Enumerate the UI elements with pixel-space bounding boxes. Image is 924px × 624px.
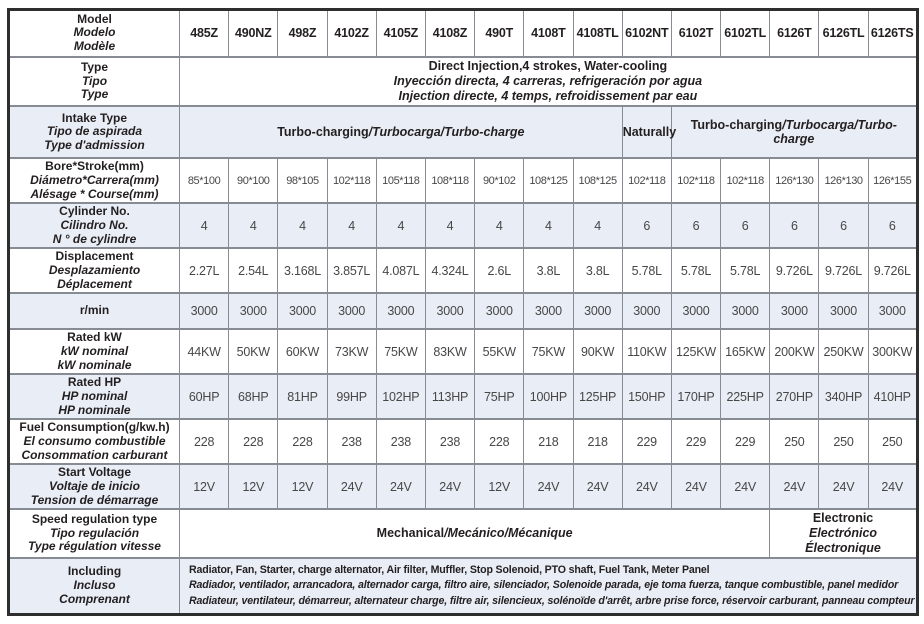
value-cell: 6 xyxy=(721,203,770,248)
value-cell: 125HP xyxy=(573,374,622,419)
speed-text-es-fr: /Mecánico/Mécanique xyxy=(444,526,573,541)
value-cell: 90*100 xyxy=(229,158,278,203)
row-label-line-fr: Tension de démarrage xyxy=(30,492,159,507)
value-cell: 228 xyxy=(180,419,229,464)
value-cell: 73KW xyxy=(327,329,376,374)
value-cell: 6 xyxy=(770,203,819,248)
value-cell: 3000 xyxy=(475,293,524,329)
intake-text-en: Naturally xyxy=(622,125,677,140)
row-label-displacement xyxy=(9,248,180,293)
row-label-line-fr: N ° de cylindre xyxy=(52,231,137,246)
row-label-line-fr: Type régulation vitesse xyxy=(28,539,161,554)
value-cell: 3.857L xyxy=(327,248,376,293)
value-cell: 102*118 xyxy=(721,158,770,203)
value-cell: 4 xyxy=(229,203,278,248)
row-label-line-es: kW nominal xyxy=(60,343,129,358)
value-cell: 165KW xyxy=(721,329,770,374)
value-cell: 24V xyxy=(770,464,819,509)
value-cell: 24V xyxy=(376,464,425,509)
value-cell: 3.168L xyxy=(278,248,327,293)
row-label-including xyxy=(9,558,180,615)
row-bore-stroke xyxy=(9,158,918,203)
value-cell: 44KW xyxy=(180,329,229,374)
value-cell: 125KW xyxy=(671,329,720,374)
row-label-line-es: Tipo xyxy=(81,73,108,88)
row-displacement xyxy=(9,248,918,293)
value-cell: 126*155 xyxy=(868,158,917,203)
value-cell: 2.6L xyxy=(475,248,524,293)
value-cell: 228 xyxy=(278,419,327,464)
value-cell: 498Z xyxy=(278,10,327,57)
row-label-line-es: Modelo xyxy=(73,25,116,40)
value-cell: 250 xyxy=(770,419,819,464)
row-label-line-en: Start Voltage xyxy=(57,465,132,480)
value-cell: 24V xyxy=(721,464,770,509)
row-label-cylinder xyxy=(9,203,180,248)
row-label-line-fr: Type d'admission xyxy=(44,138,145,153)
value-cell: 5.78L xyxy=(622,248,671,293)
row-label-rpm xyxy=(9,293,180,329)
value-cell: 3000 xyxy=(671,293,720,329)
value-cell: 83KW xyxy=(425,329,474,374)
row-label-line-fr: Type xyxy=(80,87,109,102)
value-cell: 4 xyxy=(180,203,229,248)
value-cell: 170HP xyxy=(671,374,720,419)
value-cell: 250KW xyxy=(819,329,868,374)
value-cell: 98*105 xyxy=(278,158,327,203)
value-cell: 4102Z xyxy=(327,10,376,57)
value-cell: 99HP xyxy=(327,374,376,419)
value-cell: 126*130 xyxy=(819,158,868,203)
row-label-line-en: Rated kW xyxy=(67,330,122,345)
intake-text-es-fr: /Turbocarga/Turbo-charge xyxy=(368,125,525,140)
value-cell: 4 xyxy=(327,203,376,248)
row-label-line-en: Speed regulation type xyxy=(31,511,158,526)
value-cell: 24V xyxy=(425,464,474,509)
row-label-line-es: Desplazamiento xyxy=(48,262,141,277)
value-cell: 102*118 xyxy=(327,158,376,203)
row-label-speed xyxy=(9,509,180,557)
value-cell: 229 xyxy=(671,419,720,464)
value-cell: 55KW xyxy=(475,329,524,374)
value-cell: 24V xyxy=(524,464,573,509)
intake-turbo-cell-2 xyxy=(671,106,917,158)
value-cell: 81HP xyxy=(278,374,327,419)
row-label-line-es: Cilindro No. xyxy=(60,217,129,232)
row-label-rated-kw xyxy=(9,329,180,374)
value-cell: 410HP xyxy=(868,374,917,419)
value-cell: 5.78L xyxy=(671,248,720,293)
value-cell: 3000 xyxy=(278,293,327,329)
value-cell: 6102T xyxy=(671,10,720,57)
value-cell: 24V xyxy=(671,464,720,509)
value-cell: 126*130 xyxy=(770,158,819,203)
value-cell: 228 xyxy=(229,419,278,464)
value-cell: 108*125 xyxy=(573,158,622,203)
value-cell: 60HP xyxy=(180,374,229,419)
value-cell: 6 xyxy=(819,203,868,248)
row-label-line-en: Including xyxy=(67,564,122,579)
value-cell: 113HP xyxy=(425,374,474,419)
value-cell: 250 xyxy=(868,419,917,464)
value-cell: 229 xyxy=(622,419,671,464)
value-cell: 3000 xyxy=(376,293,425,329)
value-cell: 3000 xyxy=(573,293,622,329)
including-line-fr: Radiateur, ventilateur, démarreur, alternateur charge, filtre air, silencieux, solénoïde d'arrêt, arbre prise force, réservoir carburant, panneau compteur xyxy=(189,594,915,607)
row-label-model xyxy=(9,10,180,57)
value-cell: 238 xyxy=(376,419,425,464)
value-cell: 102*118 xyxy=(622,158,671,203)
value-cell: 3.8L xyxy=(524,248,573,293)
value-cell: 108*118 xyxy=(425,158,474,203)
value-cell: 24V xyxy=(573,464,622,509)
value-cell: 6 xyxy=(622,203,671,248)
row-label-line-en: Bore*Stroke(mm) xyxy=(45,159,144,174)
row-label-line-en: Fuel Consumption(g/kw.h) xyxy=(19,420,170,435)
row-label-line-fr: Consommation carburant xyxy=(21,447,168,462)
value-cell: 4 xyxy=(524,203,573,248)
row-label-line-es: El consumo combustible xyxy=(23,434,166,448)
value-cell: 24V xyxy=(819,464,868,509)
value-cell: 9.726L xyxy=(868,248,917,293)
value-cell: 12V xyxy=(229,464,278,509)
value-cell: 228 xyxy=(475,419,524,464)
value-cell: 150HP xyxy=(622,374,671,419)
row-label-type xyxy=(9,57,180,107)
value-cell: 218 xyxy=(524,419,573,464)
type-value-cell xyxy=(180,57,918,107)
value-cell: 238 xyxy=(327,419,376,464)
value-cell: 90KW xyxy=(573,329,622,374)
value-cell: 6102TL xyxy=(721,10,770,57)
value-cell: 6 xyxy=(671,203,720,248)
row-label-line-fr: Déplacement xyxy=(57,276,132,291)
value-cell: 490T xyxy=(475,10,524,57)
value-cell: 3000 xyxy=(622,293,671,329)
value-cell: 102HP xyxy=(376,374,425,419)
including-line-en: Radiator, Fan, Starter, charge alternator, Air filter, Muffler, Stop Solenoid, PTO shaft, Fuel Tank, Meter Panel xyxy=(189,563,710,576)
value-cell: 3.8L xyxy=(573,248,622,293)
value-cell: 4 xyxy=(278,203,327,248)
row-label-fuel xyxy=(9,419,180,464)
engine-spec-table xyxy=(7,8,919,616)
value-cell: 9.726L xyxy=(770,248,819,293)
value-cell: 2.54L xyxy=(229,248,278,293)
value-cell: 108*125 xyxy=(524,158,573,203)
intake-text-en: Turbo-charging xyxy=(277,125,369,140)
value-cell: 12V xyxy=(475,464,524,509)
value-cell: 24V xyxy=(327,464,376,509)
value-cell: 4.324L xyxy=(425,248,474,293)
speed-electronic-en: Electronic xyxy=(812,511,874,526)
value-cell: 6102NT xyxy=(622,10,671,57)
value-cell: 4 xyxy=(475,203,524,248)
row-rpm xyxy=(9,293,918,329)
row-label-line-en: Type xyxy=(80,59,109,74)
value-cell: 75HP xyxy=(475,374,524,419)
row-including xyxy=(9,558,918,615)
intake-naturally-cell xyxy=(622,106,677,158)
value-cell: 490NZ xyxy=(229,10,278,57)
value-cell: 2.27L xyxy=(180,248,229,293)
row-cylinder-no xyxy=(9,203,918,248)
value-cell: 90*102 xyxy=(475,158,524,203)
value-cell: 12V xyxy=(180,464,229,509)
type-line-es: Inyección directa, 4 carreras, refrigeración por agua xyxy=(393,73,703,88)
row-label-line-fr: Comprenant xyxy=(59,591,130,606)
row-label-line-es: Diámetro*Carrera(mm) xyxy=(30,172,159,187)
row-label-line-fr: Modèle xyxy=(73,39,116,54)
value-cell: 6126T xyxy=(770,10,819,57)
value-cell: 3000 xyxy=(770,293,819,329)
value-cell: 4108T xyxy=(524,10,573,57)
row-type xyxy=(9,57,918,107)
row-label-line-es: Voltaje de inicio xyxy=(49,479,140,494)
value-cell: 50KW xyxy=(229,329,278,374)
value-cell: 4105Z xyxy=(376,10,425,57)
value-cell: 238 xyxy=(425,419,474,464)
value-cell: 4.087L xyxy=(376,248,425,293)
value-cell: 6126TS xyxy=(868,10,917,57)
row-label-line-en: Cylinder No. xyxy=(59,204,130,219)
row-rated-hp xyxy=(9,374,918,419)
value-cell: 3000 xyxy=(229,293,278,329)
value-cell: 9.726L xyxy=(819,248,868,293)
speed-electronic-es: Electrónico xyxy=(808,526,878,541)
value-cell: 24V xyxy=(622,464,671,509)
row-speed-regulation xyxy=(9,509,918,557)
row-label-line-fr: HP nominale xyxy=(58,402,131,417)
value-cell: 4 xyxy=(425,203,474,248)
row-label-line-es: Tipo regulación xyxy=(49,525,140,540)
value-cell: 60KW xyxy=(278,329,327,374)
row-label-line-en: Intake Type xyxy=(61,110,128,125)
value-cell: 3000 xyxy=(425,293,474,329)
row-start-voltage xyxy=(9,464,918,509)
value-cell: 24V xyxy=(868,464,917,509)
value-cell: 270HP xyxy=(770,374,819,419)
value-cell: 3000 xyxy=(180,293,229,329)
intake-text-es-fr: /Turbocarga/Turbo-charge xyxy=(773,118,897,147)
value-cell: 225HP xyxy=(721,374,770,419)
value-cell: 3000 xyxy=(819,293,868,329)
row-rated-kw xyxy=(9,329,918,374)
value-cell: 110KW xyxy=(622,329,671,374)
value-cell: 5.78L xyxy=(721,248,770,293)
row-label-voltage xyxy=(9,464,180,509)
row-label-line-fr: kW nominale xyxy=(57,357,132,372)
speed-text-en: Mechanical xyxy=(376,526,445,541)
row-intake-type xyxy=(9,106,918,158)
value-cell: 218 xyxy=(573,419,622,464)
value-cell: 4108TL xyxy=(573,10,622,57)
value-cell: 340HP xyxy=(819,374,868,419)
value-cell: 75KW xyxy=(524,329,573,374)
including-line-es: Radiador, ventilador, arrancadora, alternador carga, filtro aire, silenciador, Solenoide parada, eje toma fuerza, tanque combustible, panel medidor xyxy=(189,579,899,592)
value-cell: 4108Z xyxy=(425,10,474,57)
speed-electronic-cell xyxy=(770,509,918,557)
value-cell: 68HP xyxy=(229,374,278,419)
value-cell: 4 xyxy=(376,203,425,248)
row-label-line-en: r/min xyxy=(79,303,110,318)
row-fuel-consumption xyxy=(9,419,918,464)
speed-electronic-fr: Électronique xyxy=(805,540,881,555)
including-value-cell xyxy=(180,558,918,615)
row-label-line-es: HP nominal xyxy=(61,388,128,403)
row-label-rated-hp xyxy=(9,374,180,419)
speed-mechanical-cell xyxy=(180,509,770,557)
value-cell: 3000 xyxy=(721,293,770,329)
type-line-en: Direct Injection,4 strokes, Water-cooling xyxy=(428,58,668,73)
value-cell: 12V xyxy=(278,464,327,509)
value-cell: 3000 xyxy=(327,293,376,329)
value-cell: 485Z xyxy=(180,10,229,57)
row-model xyxy=(9,10,918,57)
value-cell: 3000 xyxy=(868,293,917,329)
row-label-line-fr: Alésage * Course(mm) xyxy=(30,186,159,201)
row-label-line-es: Tipo de aspirada xyxy=(46,124,143,139)
intake-text-en: Turbo-charging xyxy=(690,118,783,133)
row-label-line-en: Rated HP xyxy=(67,375,122,390)
value-cell: 200KW xyxy=(770,329,819,374)
value-cell: 3000 xyxy=(524,293,573,329)
type-line-fr: Injection directe, 4 temps, refroidissement par eau xyxy=(398,89,698,103)
value-cell: 250 xyxy=(819,419,868,464)
row-label-line-en: Model xyxy=(77,11,112,26)
value-cell: 229 xyxy=(721,419,770,464)
row-label-line-en: Displacement xyxy=(55,249,134,264)
value-cell: 6126TL xyxy=(819,10,868,57)
value-cell: 75KW xyxy=(376,329,425,374)
value-cell: 85*100 xyxy=(180,158,229,203)
value-cell: 105*118 xyxy=(376,158,425,203)
row-label-bore xyxy=(9,158,180,203)
row-label-line-es: Incluso xyxy=(73,578,116,593)
intake-turbo-cell-1 xyxy=(180,106,623,158)
value-cell: 6 xyxy=(868,203,917,248)
value-cell: 4 xyxy=(573,203,622,248)
value-cell: 300KW xyxy=(868,329,917,374)
value-cell: 100HP xyxy=(524,374,573,419)
row-label-intake xyxy=(9,106,180,158)
value-cell: 102*118 xyxy=(671,158,720,203)
